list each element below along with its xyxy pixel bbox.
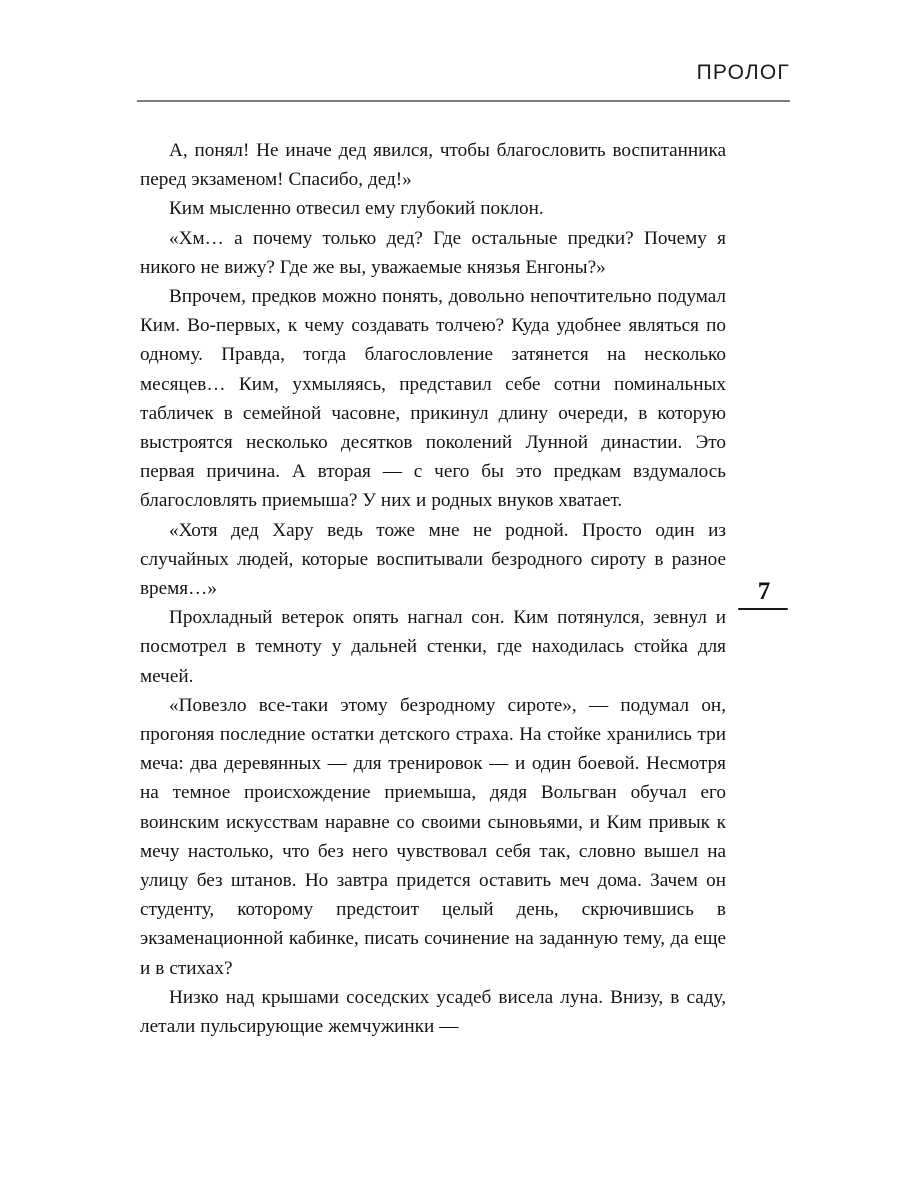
paragraph: «Хотя дед Хару ведь тоже мне не родной. Просто один из случайных людей, которые воспитывали безродного сироту в разное время…» xyxy=(140,519,726,600)
page-number: 7 xyxy=(757,578,771,605)
running-head: ПРОЛОГ xyxy=(696,61,790,84)
page-number-rule xyxy=(738,608,788,610)
paragraph: «Повезло все-таки этому безродному сироте», — подумал он, прогоняя последние остатки детского страха. На стойке хранились три меча: два деревянных — для тренировок — и один боевой. Несмотря на темное происхождение приемыша, дядя Вольгван обучал его воинским искусствам наравне со своими сыновьями, и Ким привык к мечу настолько, что без него чувствовал себя так, словно вышел на улицу без штанов. Но завтра придется оставить меч дома. Зачем он студенту, которому предстоит целый день, скрючившись в экзаменационной кабинке, писать сочинение на заданную тему, да еще и в стихах? xyxy=(140,694,726,979)
paragraph: Впрочем, предков можно понять, довольно непочтительно подумал Ким. Во-первых, к чему создавать толчею? Куда удобнее являться по одному. Правда, тогда благословление затянется на несколько месяцев… Ким, ухмыляясь, представил себе сотни поминальных табличек в семейной часовне, прикинул длину очереди, в которую выстроятся несколько десятков поколений Лунной династии. Это первая причина. А вторая — с чего бы это предкам вздумалось благословлять приемыша? У них и родных внуков хватает. xyxy=(140,286,726,512)
paragraph: А, понял! Не иначе дед явился, чтобы благословить воспитанника перед экзаменом! Спасибо, дед!» xyxy=(140,140,726,191)
page-folio xyxy=(738,578,790,610)
paragraph: Ким мысленно отвесил ему глубокий поклон. xyxy=(169,198,544,220)
header-rule xyxy=(137,100,790,102)
paragraph: «Хм… а почему только дед? Где остальные предки? Почему я никого не вижу? Где же вы, уважаемые князья Енгоны?» xyxy=(140,227,726,278)
paragraph: Прохладный ветерок опять нагнал сон. Ким потянулся, зевнул и посмотрел в темноту у дальней стенки, где находилась стойка для мечей. xyxy=(140,607,726,687)
body-text-block xyxy=(140,136,726,1041)
paragraph: Низко над крышами соседских усадеб висела луна. Внизу, в саду, летали пульсирующие жемчужинки — xyxy=(140,986,726,1038)
